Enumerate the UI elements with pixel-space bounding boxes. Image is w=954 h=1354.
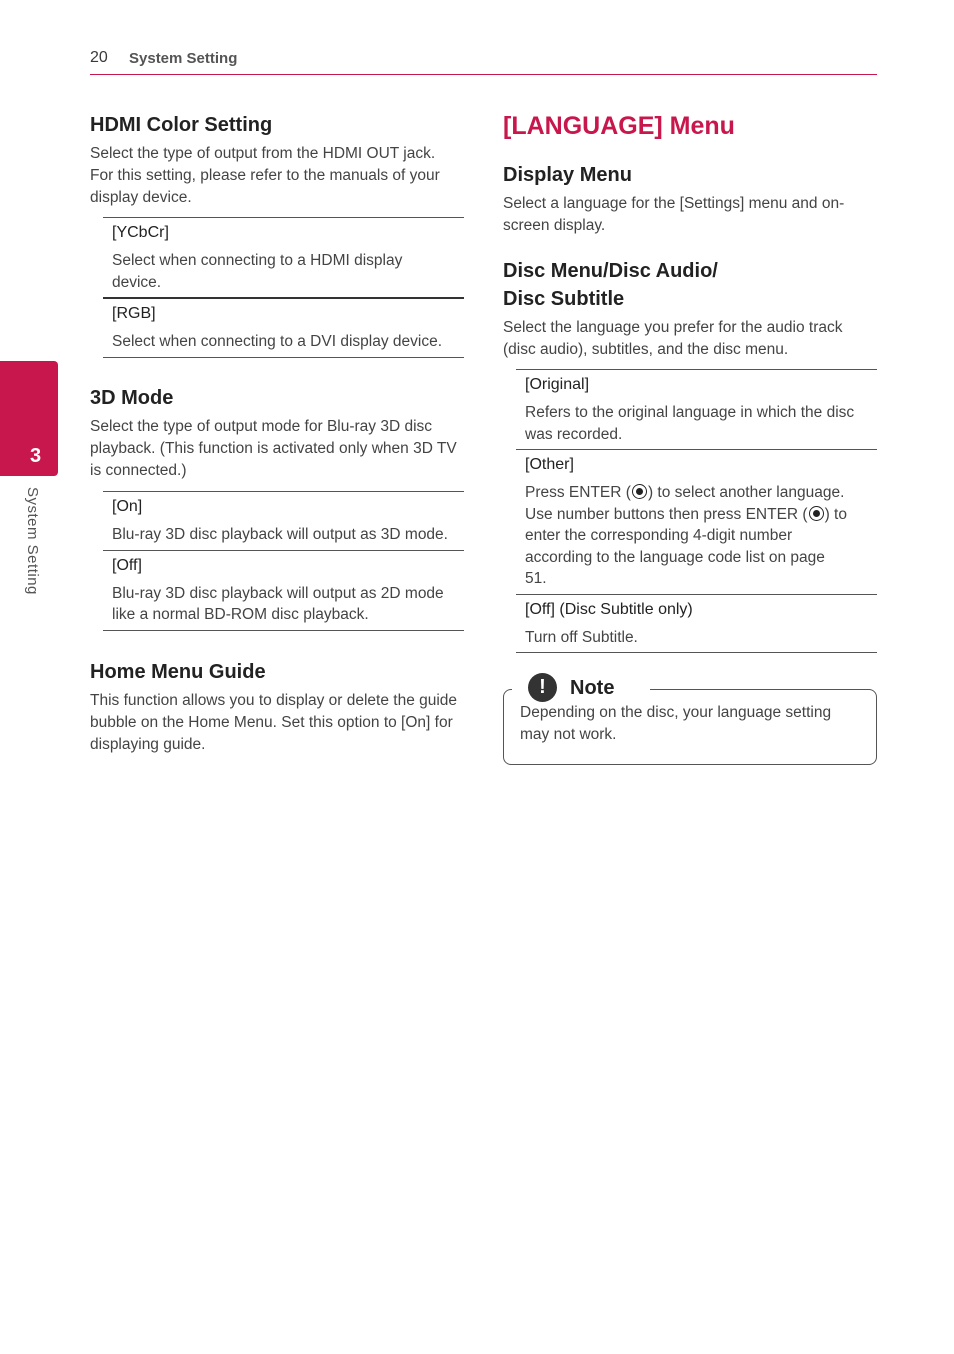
disc-menu-title-line1: Disc Menu/Disc Audio/ xyxy=(503,260,718,282)
option-label: [YCbCr] xyxy=(112,224,169,241)
mode-3d-title: 3D Mode xyxy=(90,387,174,409)
hdmi-color-body: Select the type of output from the HDMI OUT jack. For this setting, please refer to the manuals of your display device. xyxy=(90,145,440,206)
option-ycbcr xyxy=(103,217,464,297)
page-number: 20 xyxy=(90,49,108,66)
exclamation-icon: ! xyxy=(528,673,557,702)
option-label: [Off] (Disc Subtitle only) xyxy=(525,600,693,618)
option-desc: Refers to the original language in which the disc was recorded. xyxy=(525,404,855,443)
hdmi-options-table xyxy=(103,217,464,358)
home-menu-guide-body: This function allows you to display or delete the guide bubble on the Home Menu. Set this option to [On] for displaying guide. xyxy=(90,692,458,753)
option-desc: Select when connecting to a DVI display device. xyxy=(112,333,442,350)
option-rgb xyxy=(103,297,464,358)
option-off-subtitle xyxy=(516,594,877,654)
display-menu-body: Select a language for the [Settings] menu and on-screen display. xyxy=(503,195,845,234)
chapter-number: 3 xyxy=(30,445,42,467)
display-menu-title: Display Menu xyxy=(503,164,632,186)
disc-menu-title-line2: Disc Subtitle xyxy=(503,288,625,310)
option-desc xyxy=(525,482,850,590)
option-desc: Blu-ray 3D disc playback will output as 3D mode. xyxy=(112,526,448,543)
header-section-title: System Setting xyxy=(129,50,238,67)
option-desc-part: Press ENTER ( xyxy=(525,484,631,501)
note-text: Depending on the disc, your language setting may not work. xyxy=(520,704,832,743)
note-header xyxy=(512,673,650,703)
mode-3d-options-table xyxy=(103,491,464,631)
page-header xyxy=(90,47,877,75)
chapter-label: System Setting xyxy=(24,487,41,595)
disc-menu-body: Select the language you prefer for the audio track (disc audio), subtitles, and the disc menu. xyxy=(503,319,843,358)
option-label: [Off] xyxy=(112,556,142,574)
option-other xyxy=(516,449,877,594)
option-label: [Original] xyxy=(525,376,590,393)
option-desc-part: ) to select another language. Use number buttons then press ENTER ( xyxy=(525,484,845,523)
enter-button-icon xyxy=(632,484,647,499)
disc-menu-options-table xyxy=(516,369,877,653)
home-menu-guide-title: Home Menu Guide xyxy=(90,661,266,683)
option-label: [Other] xyxy=(525,456,574,473)
option-label: [On] xyxy=(112,498,143,515)
option-original xyxy=(516,369,877,449)
option-desc: Select when connecting to a HDMI display device. xyxy=(112,252,403,291)
chapter-tab xyxy=(0,361,58,476)
option-desc: Blu-ray 3D disc playback will output as 2D mode like a normal BD-ROM disc playback. xyxy=(112,584,444,623)
option-label: [RGB] xyxy=(112,305,156,322)
hdmi-color-title: HDMI Color Setting xyxy=(90,114,273,136)
note-title: Note xyxy=(570,677,615,699)
enter-button-icon xyxy=(809,506,824,521)
option-desc-part: ) to enter the corresponding 4-digit number according to the language code list on page 51. xyxy=(525,505,847,587)
mode-3d-body: Select the type of output mode for Blu-ray 3D disc playback. (This function is activated only when 3D TV is connected.) xyxy=(90,418,457,479)
option-off xyxy=(103,550,464,631)
option-desc: Turn off Subtitle. xyxy=(525,628,638,646)
language-menu-title: [LANGUAGE] Menu xyxy=(503,112,735,140)
option-on xyxy=(103,491,464,550)
